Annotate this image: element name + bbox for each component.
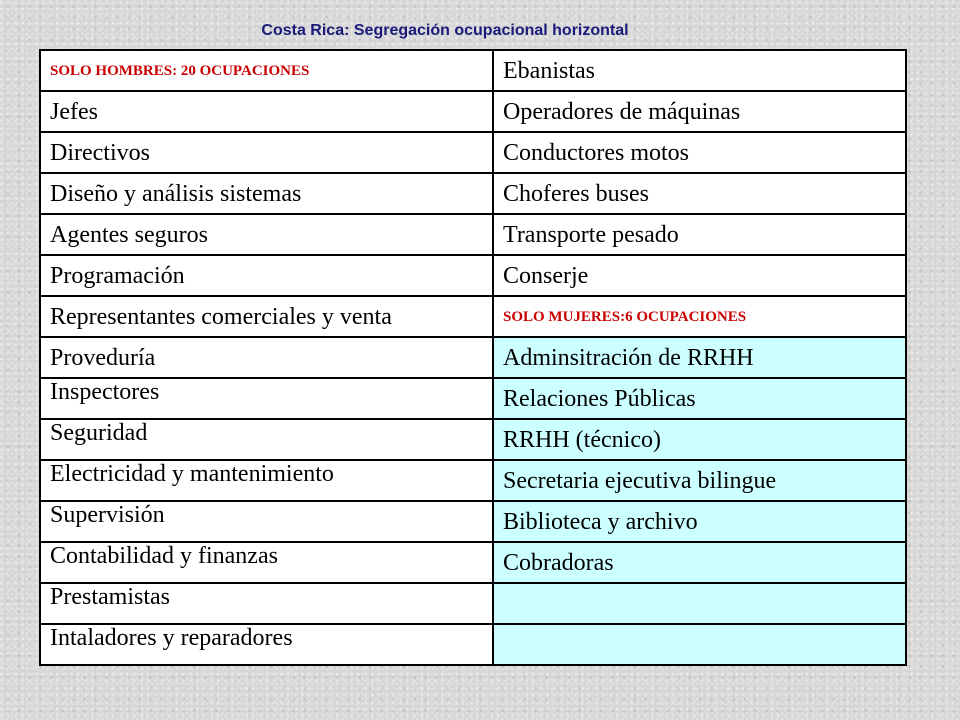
women-occupation-cell: Relaciones Públicas xyxy=(493,378,906,419)
table-row xyxy=(40,132,906,173)
table-row xyxy=(40,460,906,501)
men-occupation-cell: Agentes seguros xyxy=(40,214,493,255)
cell-text: Seguridad xyxy=(50,420,148,446)
men-occupation-cell: Programación xyxy=(40,255,493,296)
women-empty-cell xyxy=(493,583,906,624)
occupations-table xyxy=(39,49,907,666)
cell-text: Prestamistas xyxy=(50,584,170,610)
men-occupation-cell: Ebanistas xyxy=(493,50,906,91)
men-occupation-cell xyxy=(40,501,493,542)
men-occupation-cell: Jefes xyxy=(40,91,493,132)
table-row xyxy=(40,378,906,419)
men-occupation-cell: Diseño y análisis sistemas xyxy=(40,173,493,214)
women-occupation-cell: Cobradoras xyxy=(493,542,906,583)
cell-text: Contabilidad y finanzas xyxy=(50,543,278,569)
women-occupation-cell: RRHH (técnico) xyxy=(493,419,906,460)
table-row xyxy=(40,173,906,214)
table-row xyxy=(40,419,906,460)
table-row xyxy=(40,542,906,583)
women-empty-cell xyxy=(493,624,906,665)
cell-text: Supervisión xyxy=(50,502,165,528)
men-occupation-cell: Transporte pesado xyxy=(493,214,906,255)
men-occupation-cell xyxy=(40,378,493,419)
women-header-cell: SOLO MUJERES:6 OCUPACIONES xyxy=(493,296,906,337)
cell-text: Intaladores y reparadores xyxy=(50,625,293,651)
men-occupation-cell xyxy=(40,624,493,665)
women-occupation-cell: Adminsitración de RRHH xyxy=(493,337,906,378)
table-row xyxy=(40,624,906,665)
table-row xyxy=(40,214,906,255)
men-occupation-cell xyxy=(40,583,493,624)
table-row xyxy=(40,255,906,296)
table-row xyxy=(40,50,906,91)
table-row xyxy=(40,337,906,378)
cell-text: Electricidad y mantenimiento xyxy=(50,461,334,487)
cell-text: Inspectores xyxy=(50,379,160,405)
table-row xyxy=(40,91,906,132)
table-row xyxy=(40,296,906,337)
men-occupation-cell: Directivos xyxy=(40,132,493,173)
men-occupation-cell: Operadores de máquinas xyxy=(493,91,906,132)
men-occupation-cell: Proveduría xyxy=(40,337,493,378)
men-occupation-cell xyxy=(40,542,493,583)
men-occupation-cell: Choferes buses xyxy=(493,173,906,214)
women-occupation-cell: Biblioteca y archivo xyxy=(493,501,906,542)
men-occupation-cell: Conductores motos xyxy=(493,132,906,173)
women-occupation-cell: Secretaria ejecutiva bilingue xyxy=(493,460,906,501)
slide-title: Costa Rica: Segregación ocupacional horizontal xyxy=(261,22,629,39)
men-occupation-cell xyxy=(40,460,493,501)
men-occupation-cell: Representantes comerciales y venta xyxy=(40,296,493,337)
men-occupation-cell xyxy=(40,419,493,460)
table-row xyxy=(40,583,906,624)
table-row xyxy=(40,501,906,542)
men-header-cell: SOLO HOMBRES: 20 OCUPACIONES xyxy=(40,50,493,91)
men-occupation-cell: Conserje xyxy=(493,255,906,296)
